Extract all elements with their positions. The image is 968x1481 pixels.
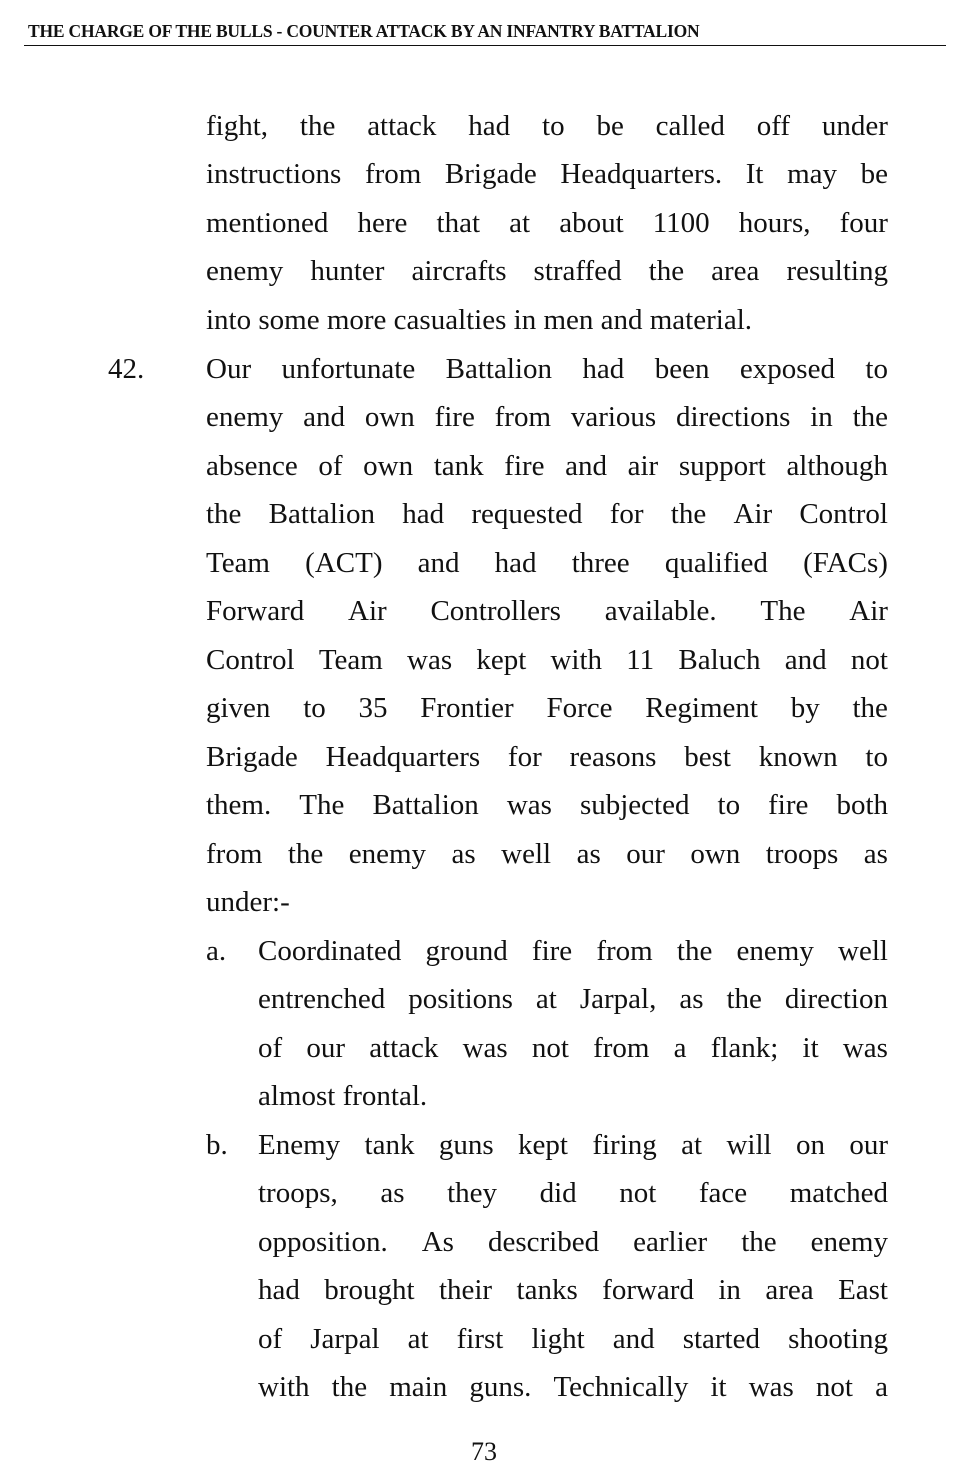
text-line bbox=[206, 642, 888, 678]
word: may bbox=[787, 158, 837, 190]
word: the bbox=[726, 983, 762, 1015]
word: Headquarters. bbox=[560, 158, 723, 190]
word: in bbox=[718, 1274, 741, 1306]
text-line bbox=[206, 351, 888, 387]
word: was bbox=[462, 1032, 508, 1064]
word: and bbox=[417, 547, 460, 579]
word: air bbox=[627, 450, 659, 482]
word: brought bbox=[324, 1274, 415, 1306]
word: a bbox=[673, 1032, 687, 1064]
text-line bbox=[206, 836, 888, 872]
word: at bbox=[681, 1129, 703, 1161]
word: guns bbox=[438, 1129, 494, 1161]
word: was bbox=[748, 1371, 794, 1403]
word: be bbox=[860, 158, 888, 190]
word: Forward bbox=[206, 595, 305, 627]
word: the bbox=[206, 498, 242, 530]
word: from bbox=[206, 838, 263, 870]
word: the bbox=[670, 498, 707, 530]
word: as bbox=[451, 838, 476, 870]
word: with bbox=[258, 1371, 310, 1403]
text-line: under:- bbox=[206, 886, 290, 918]
word: support bbox=[678, 450, 766, 482]
word: face bbox=[698, 1177, 748, 1209]
word: from bbox=[596, 935, 653, 967]
word: Battalion bbox=[372, 789, 479, 821]
list-item-line bbox=[258, 933, 888, 969]
word: them. bbox=[206, 789, 272, 821]
word: light bbox=[531, 1323, 585, 1355]
list-item-line bbox=[258, 1127, 888, 1163]
word: Brigade bbox=[444, 158, 537, 190]
word: ground bbox=[425, 935, 508, 967]
text-line bbox=[206, 739, 888, 775]
list-item-line bbox=[258, 1321, 888, 1357]
word: tank bbox=[364, 1129, 415, 1161]
word: As bbox=[421, 1226, 454, 1258]
word: exposed bbox=[739, 353, 835, 385]
word: did bbox=[539, 1177, 577, 1209]
word: for bbox=[609, 498, 644, 530]
word: here bbox=[357, 207, 408, 239]
list-item-line bbox=[258, 1030, 888, 1066]
list-item-marker: a. bbox=[206, 935, 227, 967]
word: Battalion bbox=[445, 353, 552, 385]
word: direction bbox=[784, 983, 888, 1015]
word: shooting bbox=[788, 1323, 888, 1355]
word: Coordinated bbox=[258, 935, 402, 967]
word: kept bbox=[476, 644, 527, 676]
word: area bbox=[765, 1274, 814, 1306]
word: first bbox=[456, 1323, 504, 1355]
word: well bbox=[838, 935, 888, 967]
word: off bbox=[756, 110, 791, 142]
word: was bbox=[407, 644, 453, 676]
word: started bbox=[682, 1323, 760, 1355]
word: available. bbox=[604, 595, 717, 627]
word: and bbox=[565, 450, 608, 482]
word: not bbox=[815, 1371, 853, 1403]
word: guns. bbox=[469, 1371, 532, 1403]
word: by bbox=[790, 692, 820, 724]
word: absence bbox=[206, 450, 298, 482]
word: Control bbox=[206, 644, 295, 676]
word: 11 bbox=[626, 644, 655, 676]
text-line: into some more casualties in men and material. bbox=[206, 304, 753, 336]
word: be bbox=[596, 110, 624, 142]
word: had bbox=[494, 547, 537, 579]
word: positions bbox=[408, 983, 513, 1015]
word: and bbox=[784, 644, 827, 676]
word: the bbox=[852, 401, 888, 433]
word: main bbox=[389, 1371, 448, 1403]
word: at bbox=[535, 983, 557, 1015]
word: area bbox=[711, 255, 760, 287]
word: three bbox=[571, 547, 630, 579]
word: fire bbox=[531, 935, 573, 967]
word: fight, bbox=[206, 110, 269, 142]
word: of bbox=[258, 1323, 283, 1355]
word: as bbox=[863, 838, 888, 870]
word: given bbox=[206, 692, 271, 724]
word: enemy bbox=[206, 401, 284, 433]
word: the bbox=[299, 110, 336, 142]
word: The bbox=[299, 789, 345, 821]
word: under bbox=[821, 110, 888, 142]
word: troops, bbox=[258, 1177, 338, 1209]
word: Control bbox=[799, 498, 888, 530]
word: not bbox=[850, 644, 888, 676]
word: instructions bbox=[206, 158, 342, 190]
word: to bbox=[303, 692, 326, 724]
word: troops bbox=[765, 838, 839, 870]
text-line bbox=[206, 690, 888, 726]
text-line bbox=[206, 787, 888, 823]
word: the bbox=[331, 1371, 368, 1403]
word: fire bbox=[768, 789, 809, 821]
word: Team bbox=[318, 644, 383, 676]
word: about bbox=[559, 207, 624, 239]
word: of bbox=[318, 450, 343, 482]
word: enemy bbox=[206, 255, 284, 287]
word: It bbox=[745, 158, 764, 190]
word: as bbox=[380, 1177, 405, 1209]
word: enemy bbox=[348, 838, 427, 870]
word: own bbox=[364, 401, 415, 433]
text-line bbox=[206, 156, 888, 192]
word: will bbox=[726, 1129, 772, 1161]
word: (ACT) bbox=[305, 547, 383, 579]
page-number: 73 bbox=[471, 1437, 497, 1466]
word: enemy bbox=[736, 935, 814, 967]
word: Brigade bbox=[206, 741, 298, 773]
word: Technically bbox=[553, 1371, 689, 1403]
text-line bbox=[206, 545, 888, 581]
word: of bbox=[258, 1032, 283, 1064]
word: entrenched bbox=[258, 983, 386, 1015]
word: own bbox=[690, 838, 741, 870]
word: the bbox=[676, 935, 713, 967]
word: at bbox=[509, 207, 531, 239]
word: the bbox=[852, 692, 888, 724]
running-header: THE CHARGE OF THE BULLS - COUNTER ATTACK BY AN INFANTRY BATTALION bbox=[28, 21, 700, 41]
word: and bbox=[612, 1323, 655, 1355]
word: Regiment bbox=[645, 692, 758, 724]
word: both bbox=[836, 789, 888, 821]
word: the bbox=[648, 255, 685, 287]
word: The bbox=[760, 595, 806, 627]
word: the bbox=[741, 1226, 777, 1258]
word: requested bbox=[471, 498, 583, 530]
word: Battalion bbox=[268, 498, 375, 530]
word: Team bbox=[206, 547, 270, 579]
word: subjected bbox=[579, 789, 690, 821]
word: to bbox=[717, 789, 741, 821]
word: from bbox=[364, 158, 422, 190]
list-item-marker: b. bbox=[206, 1129, 228, 1161]
word: earlier bbox=[633, 1226, 708, 1258]
word: straffed bbox=[533, 255, 622, 287]
word: matched bbox=[789, 1177, 888, 1209]
word: called bbox=[655, 110, 725, 142]
word: known bbox=[758, 741, 838, 773]
word: Controllers bbox=[430, 595, 561, 627]
word: their bbox=[438, 1274, 493, 1306]
word: that bbox=[436, 207, 481, 239]
word: hunter bbox=[310, 255, 385, 287]
word: and bbox=[303, 401, 345, 433]
word: firing bbox=[592, 1129, 657, 1161]
list-item-line bbox=[258, 1369, 888, 1405]
word: tank bbox=[433, 450, 484, 482]
text-line bbox=[206, 593, 888, 629]
word: kept bbox=[518, 1129, 568, 1161]
word: for bbox=[507, 741, 542, 773]
word: from bbox=[593, 1032, 650, 1064]
word: enemy bbox=[810, 1226, 888, 1258]
word: various bbox=[570, 401, 657, 433]
word: at bbox=[407, 1323, 429, 1355]
word: well bbox=[501, 838, 552, 870]
word: our bbox=[626, 838, 665, 870]
word: (FACs) bbox=[803, 547, 888, 579]
word: reasons bbox=[569, 741, 657, 773]
word: Jarpal, bbox=[579, 983, 657, 1015]
list-item-line: almost frontal. bbox=[258, 1080, 428, 1112]
word: was bbox=[842, 1032, 888, 1064]
word: flank; bbox=[710, 1032, 779, 1064]
word: from bbox=[494, 401, 552, 433]
word: East bbox=[838, 1274, 888, 1306]
word: Force bbox=[546, 692, 613, 724]
word: fire bbox=[434, 401, 475, 433]
word: aircrafts bbox=[411, 255, 507, 287]
text-line bbox=[206, 496, 888, 532]
text-line bbox=[206, 253, 888, 289]
word: resulting bbox=[786, 255, 888, 287]
word: opposition. bbox=[258, 1226, 388, 1258]
word: own bbox=[363, 450, 414, 482]
text-line bbox=[206, 205, 888, 241]
word: although bbox=[786, 450, 888, 482]
word: Jarpal bbox=[310, 1323, 380, 1355]
word: 1100 bbox=[652, 207, 710, 239]
word: Frontier bbox=[420, 692, 514, 724]
word: Enemy bbox=[258, 1129, 341, 1161]
word: unfortunate bbox=[281, 353, 416, 385]
word: as bbox=[576, 838, 601, 870]
word: had bbox=[258, 1274, 300, 1306]
word: directions bbox=[676, 401, 791, 433]
word: our bbox=[306, 1032, 346, 1064]
word: Air bbox=[849, 595, 888, 627]
word: it bbox=[710, 1371, 727, 1403]
header-rule bbox=[24, 45, 946, 46]
word: Air bbox=[348, 595, 387, 627]
list-item-line bbox=[258, 1272, 888, 1308]
word: to bbox=[865, 741, 888, 773]
word: mentioned bbox=[206, 207, 329, 239]
word: qualified bbox=[664, 547, 768, 579]
text-line bbox=[206, 108, 888, 144]
word: it bbox=[802, 1032, 819, 1064]
word: Our bbox=[206, 353, 252, 385]
word: tanks bbox=[516, 1274, 578, 1306]
word: not bbox=[531, 1032, 569, 1064]
word: been bbox=[654, 353, 710, 385]
word: our bbox=[849, 1129, 888, 1161]
paragraph-number: 42. bbox=[108, 353, 145, 385]
word: Air bbox=[733, 498, 773, 530]
word: 35 bbox=[358, 692, 388, 724]
word: had bbox=[468, 110, 511, 142]
word: not bbox=[619, 1177, 657, 1209]
word: four bbox=[839, 207, 888, 239]
list-item-line bbox=[258, 1175, 888, 1211]
text-line bbox=[206, 399, 888, 435]
word: fire bbox=[504, 450, 545, 482]
word: on bbox=[795, 1129, 825, 1161]
word: was bbox=[506, 789, 552, 821]
word: forward bbox=[602, 1274, 694, 1306]
list-item-line bbox=[258, 1224, 888, 1260]
word: with bbox=[550, 644, 603, 676]
word: the bbox=[287, 838, 324, 870]
word: hours, bbox=[738, 207, 811, 239]
word: to bbox=[542, 110, 565, 142]
word: described bbox=[487, 1226, 600, 1258]
text-line bbox=[206, 448, 888, 484]
word: best bbox=[684, 741, 731, 773]
word: Headquarters bbox=[325, 741, 481, 773]
word: they bbox=[447, 1177, 498, 1209]
word: Baluch bbox=[678, 644, 761, 676]
word: in bbox=[810, 401, 833, 433]
word: had bbox=[402, 498, 445, 530]
word: as bbox=[679, 983, 704, 1015]
word: a bbox=[875, 1371, 888, 1403]
word: attack bbox=[369, 1032, 439, 1064]
word: had bbox=[582, 353, 625, 385]
list-item-line bbox=[258, 981, 888, 1017]
word: to bbox=[865, 353, 888, 385]
word: attack bbox=[367, 110, 437, 142]
